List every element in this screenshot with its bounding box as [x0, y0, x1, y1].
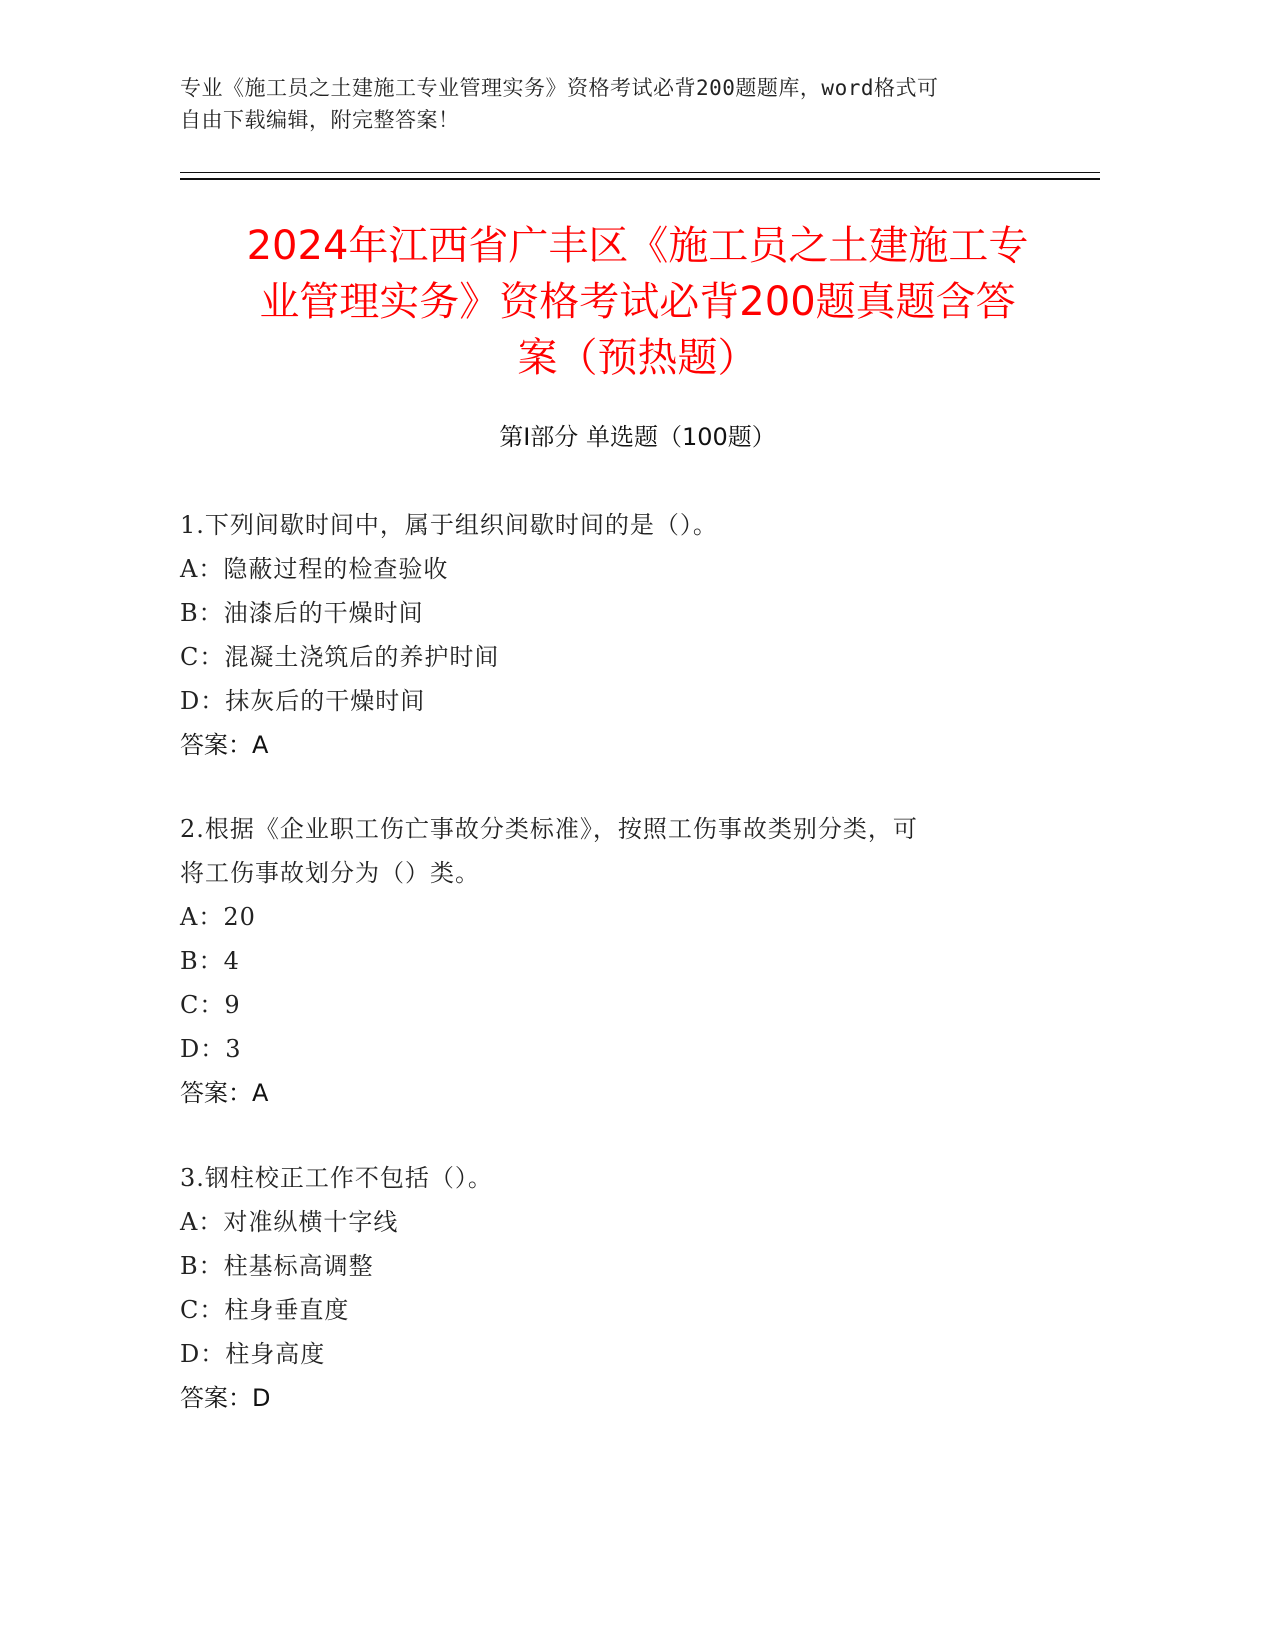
question-stem: 1.下列间歇时间中，属于组织间歇时间的是（）。	[180, 511, 718, 539]
option-a: A：对准纵横十字线	[180, 1208, 399, 1236]
question-stem-line-2: 将工伤事故划分为（）类。	[180, 859, 480, 887]
header-divider-thin	[180, 172, 1100, 173]
question-3	[180, 1156, 1060, 1420]
document-title-line-1: 2024年江西省广丰区《施工员之土建施工专	[246, 223, 1029, 269]
header-note	[180, 72, 1050, 136]
option-b: B：4	[180, 947, 240, 975]
document-title-line-3: 案（预热题）	[517, 335, 758, 381]
answer: 答案：A	[180, 731, 269, 759]
question-stem: 3.钢柱校正工作不包括（）。	[180, 1164, 493, 1192]
option-b: B：油漆后的干燥时间	[180, 599, 424, 627]
section-title: 第Ⅰ部分 单选题（100题）	[499, 423, 776, 451]
option-c: C：9	[180, 991, 241, 1019]
question-2	[180, 807, 1060, 1115]
option-a: A：20	[180, 903, 256, 931]
option-c: C：混凝土浇筑后的养护时间	[180, 643, 500, 671]
question-stem-line-1: 2.根据《企业职工伤亡事故分类标准》，按照工伤事故类别分类，可	[180, 815, 918, 843]
option-d: D：抹灰后的干燥时间	[180, 687, 426, 715]
header-divider-thick	[180, 178, 1100, 180]
document-title-line-2: 业管理实务》资格考试必背200题真题含答	[259, 279, 1016, 325]
option-d: D：柱身高度	[180, 1340, 326, 1368]
option-a: A：隐蔽过程的检查验收	[180, 555, 449, 583]
answer: 答案：A	[180, 1079, 269, 1107]
header-note-line-1: 专业《施工员之土建施工专业管理实务》资格考试必背200题题库，word格式可	[180, 76, 939, 100]
question-1	[180, 503, 1060, 767]
option-c: C：柱身垂直度	[180, 1296, 350, 1324]
answer: 答案：D	[180, 1384, 271, 1412]
header-note-line-2: 自由下载编辑，附完整答案！	[180, 108, 460, 132]
option-b: B：柱基标高调整	[180, 1252, 374, 1280]
option-d: D：3	[180, 1035, 242, 1063]
document-title	[150, 218, 1125, 386]
